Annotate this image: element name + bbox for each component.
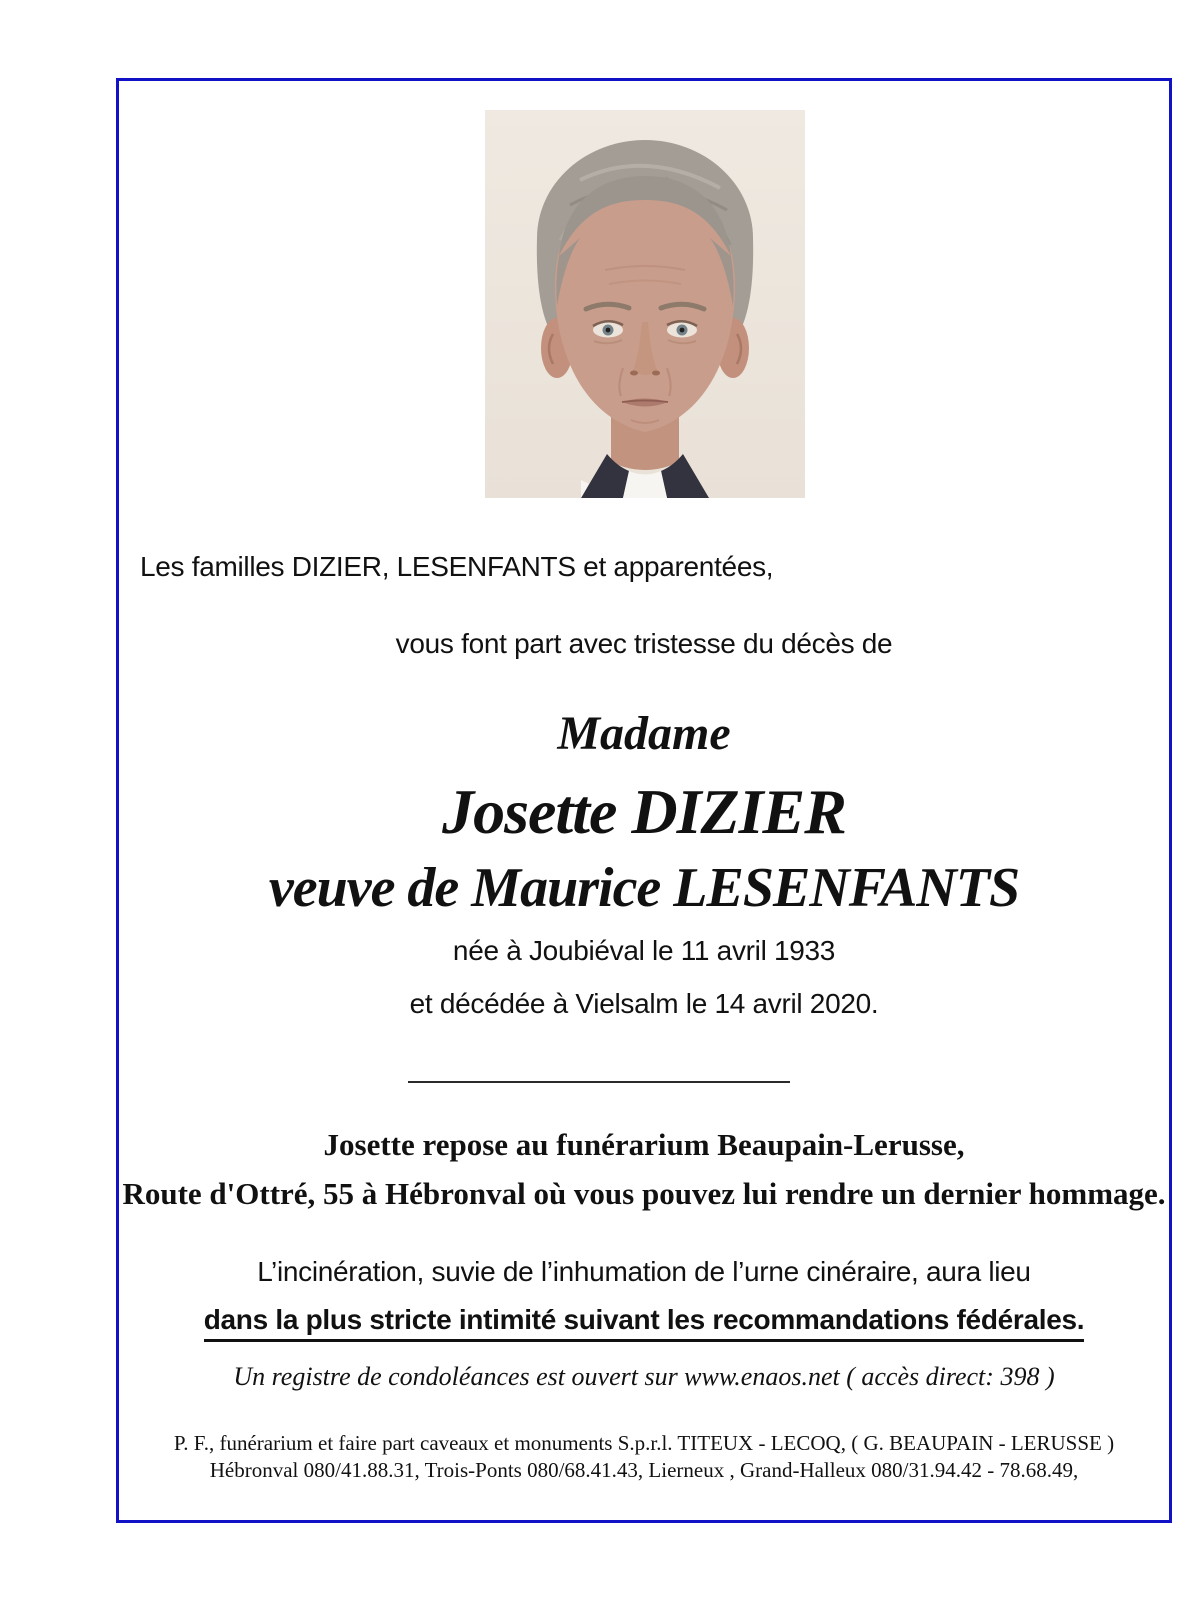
intro-line: Les familles DIZIER, LESENFANTS et apparentées, — [140, 551, 774, 582]
separator-line — [408, 1081, 790, 1083]
funeral-home-line: P. F., funérarium et faire part caveaux et monuments S.p.r.l. TITEUX - LECOQ, ( G. BEAUPAIN - LERUSSE ) — [173, 1431, 1115, 1455]
honorific-title: Madame — [557, 707, 731, 760]
repose-line-1: Josette repose au funérarium Beaupain-Lerusse, — [323, 1127, 965, 1162]
portrait-photo — [485, 110, 805, 498]
ceremony-line-2 — [119, 1303, 1169, 1342]
repose-line-2: Route d'Ottré, 55 à Hébronval où vous pouvez lui rendre un dernier hommage. — [122, 1176, 1166, 1211]
announcement-line: vous font part avec tristesse du décès de — [395, 628, 893, 659]
birth-line: née à Joubiéval le 11 avril 1933 — [452, 935, 836, 966]
widow-of-line: veuve de Maurice LESENFANTS — [268, 857, 1020, 919]
funeral-home-phones-line: Hébronval 080/41.88.31, Trois-Ponts 080/68.41.43, Lierneux , Grand-Halleux 080/31.94.42 - 78.68.49, — [209, 1458, 1079, 1482]
portrait-photo-graphic — [485, 110, 805, 498]
condolence-register-line: Un registre de condoléances est ouvert sur www.enaos.net ( accès direct: 398 ) — [233, 1362, 1055, 1391]
death-line: et décédée à Vielsalm le 14 avril 2020. — [409, 988, 879, 1019]
notice-border-frame — [116, 78, 1172, 1523]
ceremony-line-2-underlined-text: dans la plus stricte intimité suivant les recommandations fédérales. — [204, 1303, 1085, 1342]
deceased-name: Josette DIZIER — [442, 776, 846, 847]
ceremony-line-1: L’incinération, suvie de l’inhumation de l’urne cinéraire, aura lieu — [257, 1256, 1031, 1287]
